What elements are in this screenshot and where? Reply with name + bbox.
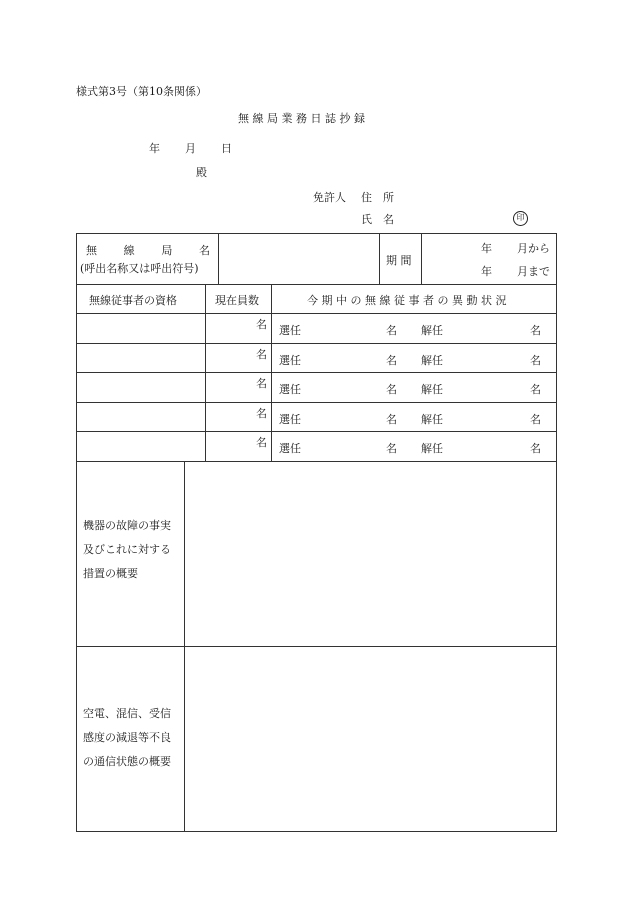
row-line bbox=[76, 343, 557, 344]
equipment-failure-field[interactable] bbox=[186, 463, 555, 645]
licensee-label: 免許人 bbox=[313, 191, 346, 204]
appointed-unit: 名 bbox=[386, 413, 397, 426]
radio-condition-field[interactable] bbox=[186, 648, 555, 830]
period-to-month: 月まで bbox=[517, 265, 550, 278]
dismissed-label: 解任 bbox=[421, 354, 443, 367]
dismissed-unit: 名 bbox=[530, 413, 541, 426]
dismissed-unit: 名 bbox=[530, 354, 541, 367]
appointed-label: 選任 bbox=[279, 383, 301, 396]
seal-icon: 印 bbox=[513, 211, 528, 226]
current-count-header: 現在員数 bbox=[215, 294, 259, 307]
radio-condition-label bbox=[83, 702, 171, 774]
station-label-char: 無 bbox=[86, 244, 97, 257]
dismissed-unit: 名 bbox=[530, 383, 541, 396]
radio-label-line: 空電、混信、受信 bbox=[83, 707, 171, 720]
appointed-unit: 名 bbox=[386, 354, 397, 367]
equipment-label-line: 措置の概要 bbox=[83, 567, 138, 580]
row-line bbox=[76, 372, 557, 373]
licensee-name-label: 氏 名 bbox=[361, 213, 394, 226]
station-name-field[interactable] bbox=[219, 234, 379, 284]
station-label-char: 名 bbox=[198, 244, 210, 257]
dismissed-label: 解任 bbox=[421, 383, 443, 396]
radio-label-line: の通信状態の概要 bbox=[83, 755, 171, 768]
seal-mark bbox=[513, 210, 528, 226]
period-to-year: 年 bbox=[481, 265, 492, 278]
dismissed-label: 解任 bbox=[421, 413, 443, 426]
dismissed-unit: 名 bbox=[530, 442, 541, 455]
table-border-right bbox=[556, 233, 557, 832]
station-label-char: 線 bbox=[123, 244, 135, 257]
licensee-address-label: 住 所 bbox=[361, 191, 394, 204]
dismissed-label: 解任 bbox=[421, 442, 443, 455]
call-sign-label: (呼出名称又は呼出符号) bbox=[80, 262, 199, 275]
row-line bbox=[76, 461, 557, 462]
row-line bbox=[76, 402, 557, 403]
count-unit: 名 bbox=[256, 407, 267, 420]
dismissed-label: 解任 bbox=[421, 324, 443, 337]
appointed-label: 選任 bbox=[279, 442, 301, 455]
row-line bbox=[76, 313, 557, 314]
remark-divider bbox=[184, 461, 185, 832]
table-border-left bbox=[76, 233, 77, 832]
appointed-unit: 名 bbox=[386, 383, 397, 396]
form-number: 様式第3号（第10条関係） bbox=[76, 85, 207, 98]
count-unit: 名 bbox=[256, 348, 267, 361]
addressee-suffix: 殿 bbox=[196, 166, 207, 179]
period-from-year: 年 bbox=[481, 242, 492, 255]
row-line bbox=[76, 646, 557, 647]
date-year-label: 年 bbox=[149, 142, 160, 155]
equipment-label-line: 機器の故障の事実 bbox=[83, 519, 171, 532]
station-label-char: 局 bbox=[161, 244, 173, 257]
appointed-label: 選任 bbox=[279, 413, 301, 426]
date-day-label: 日 bbox=[221, 142, 232, 155]
period-label-left bbox=[379, 233, 380, 285]
equipment-label-line: 及びこれに対する bbox=[83, 543, 171, 556]
col-divider bbox=[271, 284, 272, 462]
station-label-chars bbox=[86, 242, 210, 258]
appointed-unit: 名 bbox=[386, 324, 397, 337]
station-name-label bbox=[86, 242, 210, 258]
appointed-unit: 名 bbox=[386, 442, 397, 455]
equipment-failure-label bbox=[83, 514, 171, 586]
count-unit: 名 bbox=[256, 318, 267, 331]
page-title: 無 線 局 業 務 日 誌 抄 録 bbox=[238, 112, 365, 125]
dismissed-unit: 名 bbox=[530, 324, 541, 337]
count-unit: 名 bbox=[256, 436, 267, 449]
table-border-bottom bbox=[76, 831, 557, 832]
date-month-label: 月 bbox=[185, 142, 196, 155]
appointed-label: 選任 bbox=[279, 354, 301, 367]
period-from-month: 月から bbox=[517, 242, 550, 255]
row-line bbox=[76, 431, 557, 432]
col-divider bbox=[205, 284, 206, 462]
period-label-right bbox=[421, 233, 422, 285]
row-line bbox=[76, 284, 557, 285]
qualification-header: 無線従事者の資格 bbox=[89, 294, 177, 307]
count-unit: 名 bbox=[256, 377, 267, 390]
transfer-status-header: 今 期 中 の 無 線 従 事 者 の 異 動 状 況 bbox=[307, 294, 507, 307]
period-label: 期 間 bbox=[386, 254, 412, 267]
appointed-label: 選任 bbox=[279, 324, 301, 337]
radio-label-line: 感度の減退等不良 bbox=[83, 731, 171, 744]
